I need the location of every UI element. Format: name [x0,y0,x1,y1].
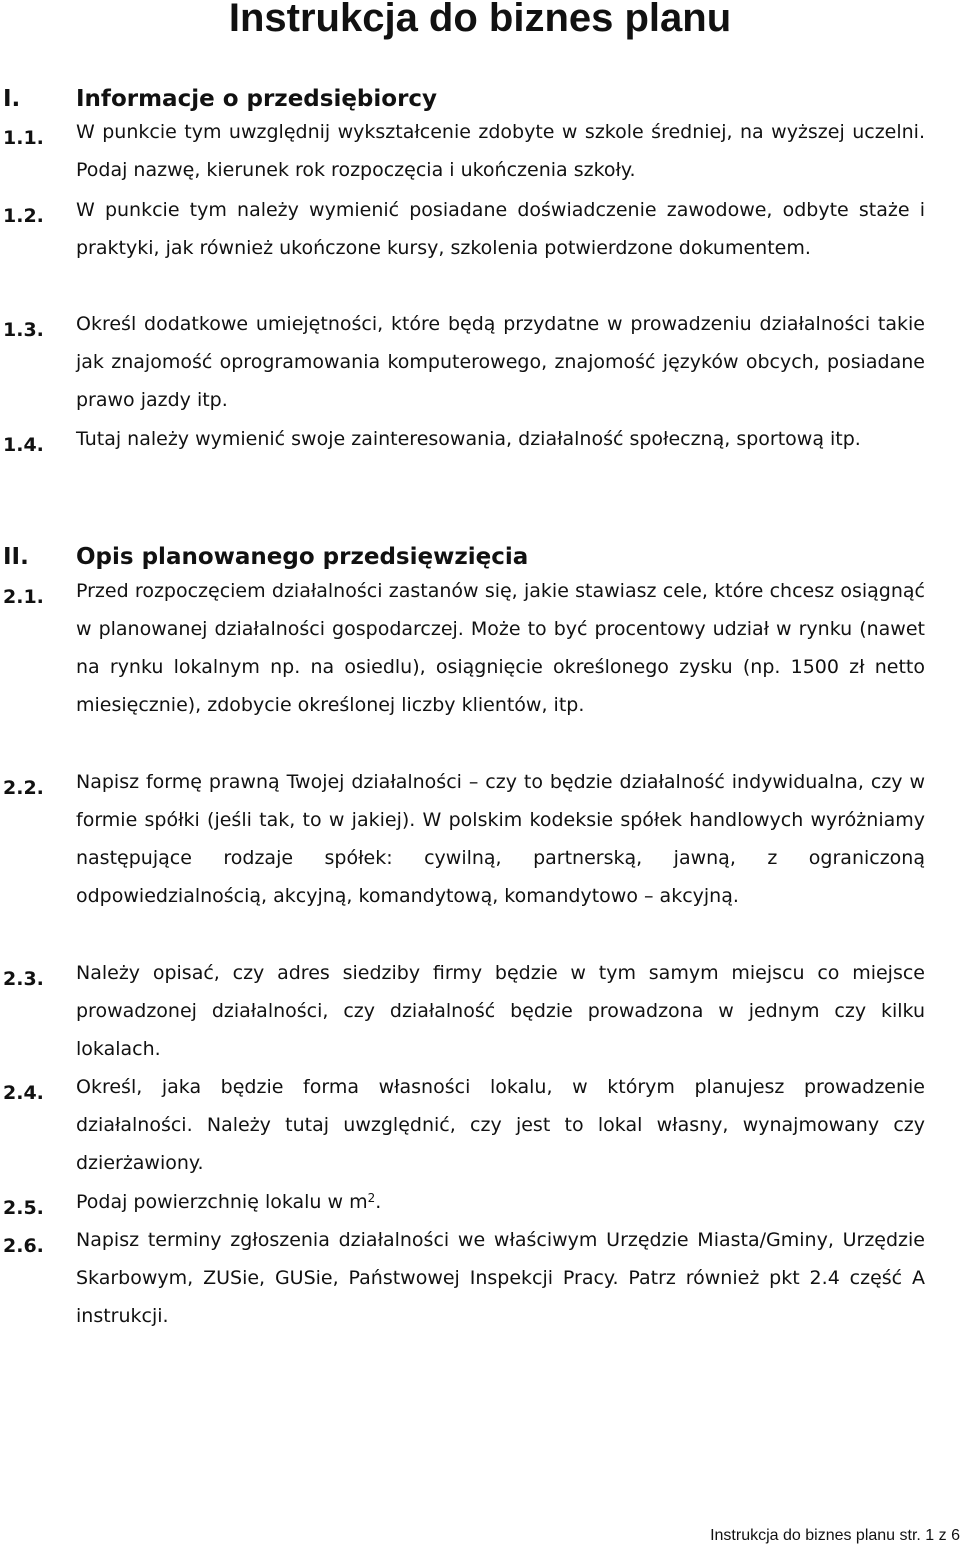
item-number: 1.4. [3,434,44,456]
item-number: 2.5. [3,1197,44,1219]
item-text: W punkcie tym uwzględnij wykształcenie zdobyte w szkole średniej, na wyższej uczelni. Podaj nazwę, kierunek rok rozpoczęcia i ukończenia szkoły. [76,121,925,181]
item-number: 1.2. [3,205,44,227]
item-number: 2.4. [3,1082,44,1104]
item-number: 2.3. [3,968,44,990]
item-number: 2.6. [3,1235,44,1257]
item-number: 2.1. [3,586,44,608]
item-text: Określ, jaka będzie forma własności lokalu, w którym planujesz prowadzenie działalności. Należy tutaj uwzględnić, czy jest to lokal własny, wynajmowany czy dzierżawiony. [76,1076,925,1174]
section-number: II. [3,544,29,570]
item-text: Należy opisać, czy adres siedziby firmy będzie w tym samym miejscu co miejsce prowadzonej działalności, czy działalność będzie prowadzona w jednym czy kilku lokalach. [76,962,925,1060]
section-title: Informacje o przedsiębiorcy [76,86,438,112]
section-title: Opis planowanego przedsięwzięcia [76,544,529,570]
item-text: Przed rozpoczęciem działalności zastanów się, jakie stawiasz cele, które chcesz osiągnąć w planowanej działalności gospodarczej. Może to być procentowy udział w rynku (nawet na rynku lokalnym np. na osiedlu), osiągnięcie określonego zysku (np. 1500 zł netto miesięcznie), zdobycie określonej liczby klientów, itp. [76,580,925,716]
item-text: W punkcie tym należy wymienić posiadane doświadczenie zawodowe, odbyte staże i praktyki, jak również ukończone kursy, szkolenia potwierdzone dokumentem. [76,199,925,259]
section-number: I. [3,86,21,112]
item-text: Napisz formę prawną Twojej działalności – czy to będzie działalność indywidualna, czy w formie spółki (jeśli tak, to w jakiej). W polskim kodeksie spółek handlowych wyróżniamy następujące rodzaje spółek: cywilną, partnerską, jawną, z ograniczoną odpowiedzialnością, akcyjną, komandytową, komandytowo – akcyjną. [76,771,925,907]
item-text: Podaj powierzchnię lokalu w $m^2$. [76,1191,382,1213]
item-number: 1.3. [3,319,44,341]
item-number: 2.2. [3,777,44,799]
page-footer: Instrukcja do biznes planu str. 1 z 6 [710,1527,960,1544]
item-text: Określ dodatkowe umiejętności, które będą przydatne w prowadzeniu działalności takie jak znajomość oprogramowania komputerowego, znajomość języków obcych, posiadane prawo jazdy itp. [76,313,925,411]
document-title: Instrukcja do biznes planu [228,0,732,40]
item-number: 1.1. [3,127,44,149]
item-text: Tutaj należy wymienić swoje zainteresowania, działalność społeczną, sportową itp. [76,428,861,450]
superscript: 2 [367,1191,376,1205]
item-text: Napisz terminy zgłoszenia działalności we właściwym Urzędzie Miasta/Gminy, Urzędzie Skarbowym, ZUSie, GUSie, Państwowej Inspekcji Pracy. Patrz również pkt 2.4 część A instrukcji. [76,1229,925,1327]
